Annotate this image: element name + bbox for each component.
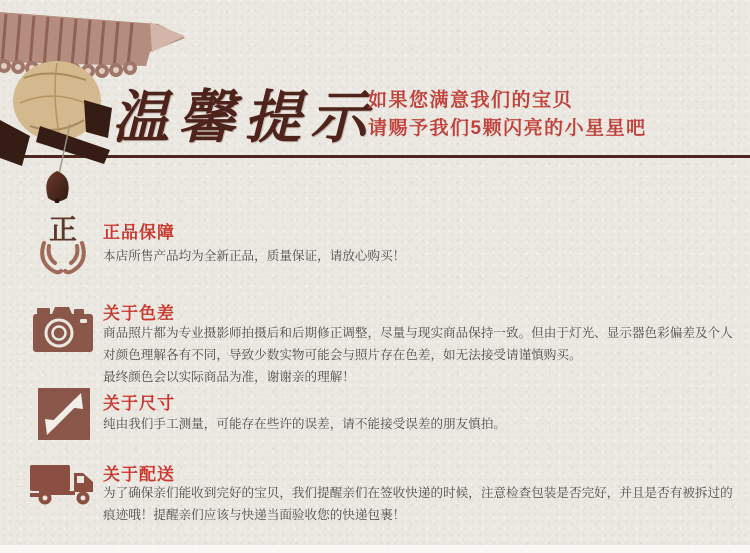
camera-icon	[32, 302, 94, 354]
subtitle-line-2: 请赐予我们5颗闪亮的小星星吧	[368, 118, 647, 139]
section-title-color: 关于色差	[103, 304, 175, 323]
header-subtitle	[368, 87, 647, 143]
measure-arrows-icon	[37, 387, 91, 441]
body-line: 痕迹哦！提醒亲们应该与快递当面验收您的快递包裹！	[103, 508, 406, 522]
body-line: 最终颜色会以实际商品为准，谢谢亲的理解！	[103, 370, 355, 384]
zheng-glyph: 正	[48, 213, 78, 246]
roof-tiles	[0, 12, 185, 78]
section-body-size	[103, 413, 506, 435]
page-title: 温馨提示	[112, 84, 376, 151]
hands-holding-zheng-icon	[36, 213, 90, 277]
body-line: 对颜色理解各有不同，导致少数实物可能会与照片存在色差，如无法接受请谨慎购买。	[103, 348, 582, 362]
body-line: 本店所售产品均为全新正品，质量保证，请放心购买！	[103, 249, 406, 263]
section-body-authentic	[103, 245, 405, 267]
section-body-color	[103, 322, 733, 388]
subtitle-line-1: 如果您满意我们的宝贝	[368, 90, 574, 111]
cupped-hands	[42, 243, 84, 272]
body-line: 纯由我们手工测量，可能存在些许的误差，请不能接受误差的朋友慎拍。	[103, 417, 506, 431]
body-line: 为了确保亲们能收到完好的宝贝，我们提醒亲们在签收快递的时候，注意检查包装是否完好，并且是否有被拆过的	[103, 486, 733, 500]
section-title-size: 关于尺寸	[103, 394, 175, 413]
section-body-delivery	[103, 482, 733, 526]
body-line: 商品照片都为专业摄影师拍摄后和后期修正调整，尽量与现实商品保持一致。但由于灯光、显示器色彩偏差及个人	[103, 326, 733, 340]
section-title-delivery: 关于配送	[103, 465, 175, 484]
bottom-edge-strip	[0, 545, 750, 553]
wind-bell-icon	[46, 171, 68, 203]
section-title-authentic: 正品保障	[103, 223, 175, 242]
truck-icon	[28, 462, 96, 508]
